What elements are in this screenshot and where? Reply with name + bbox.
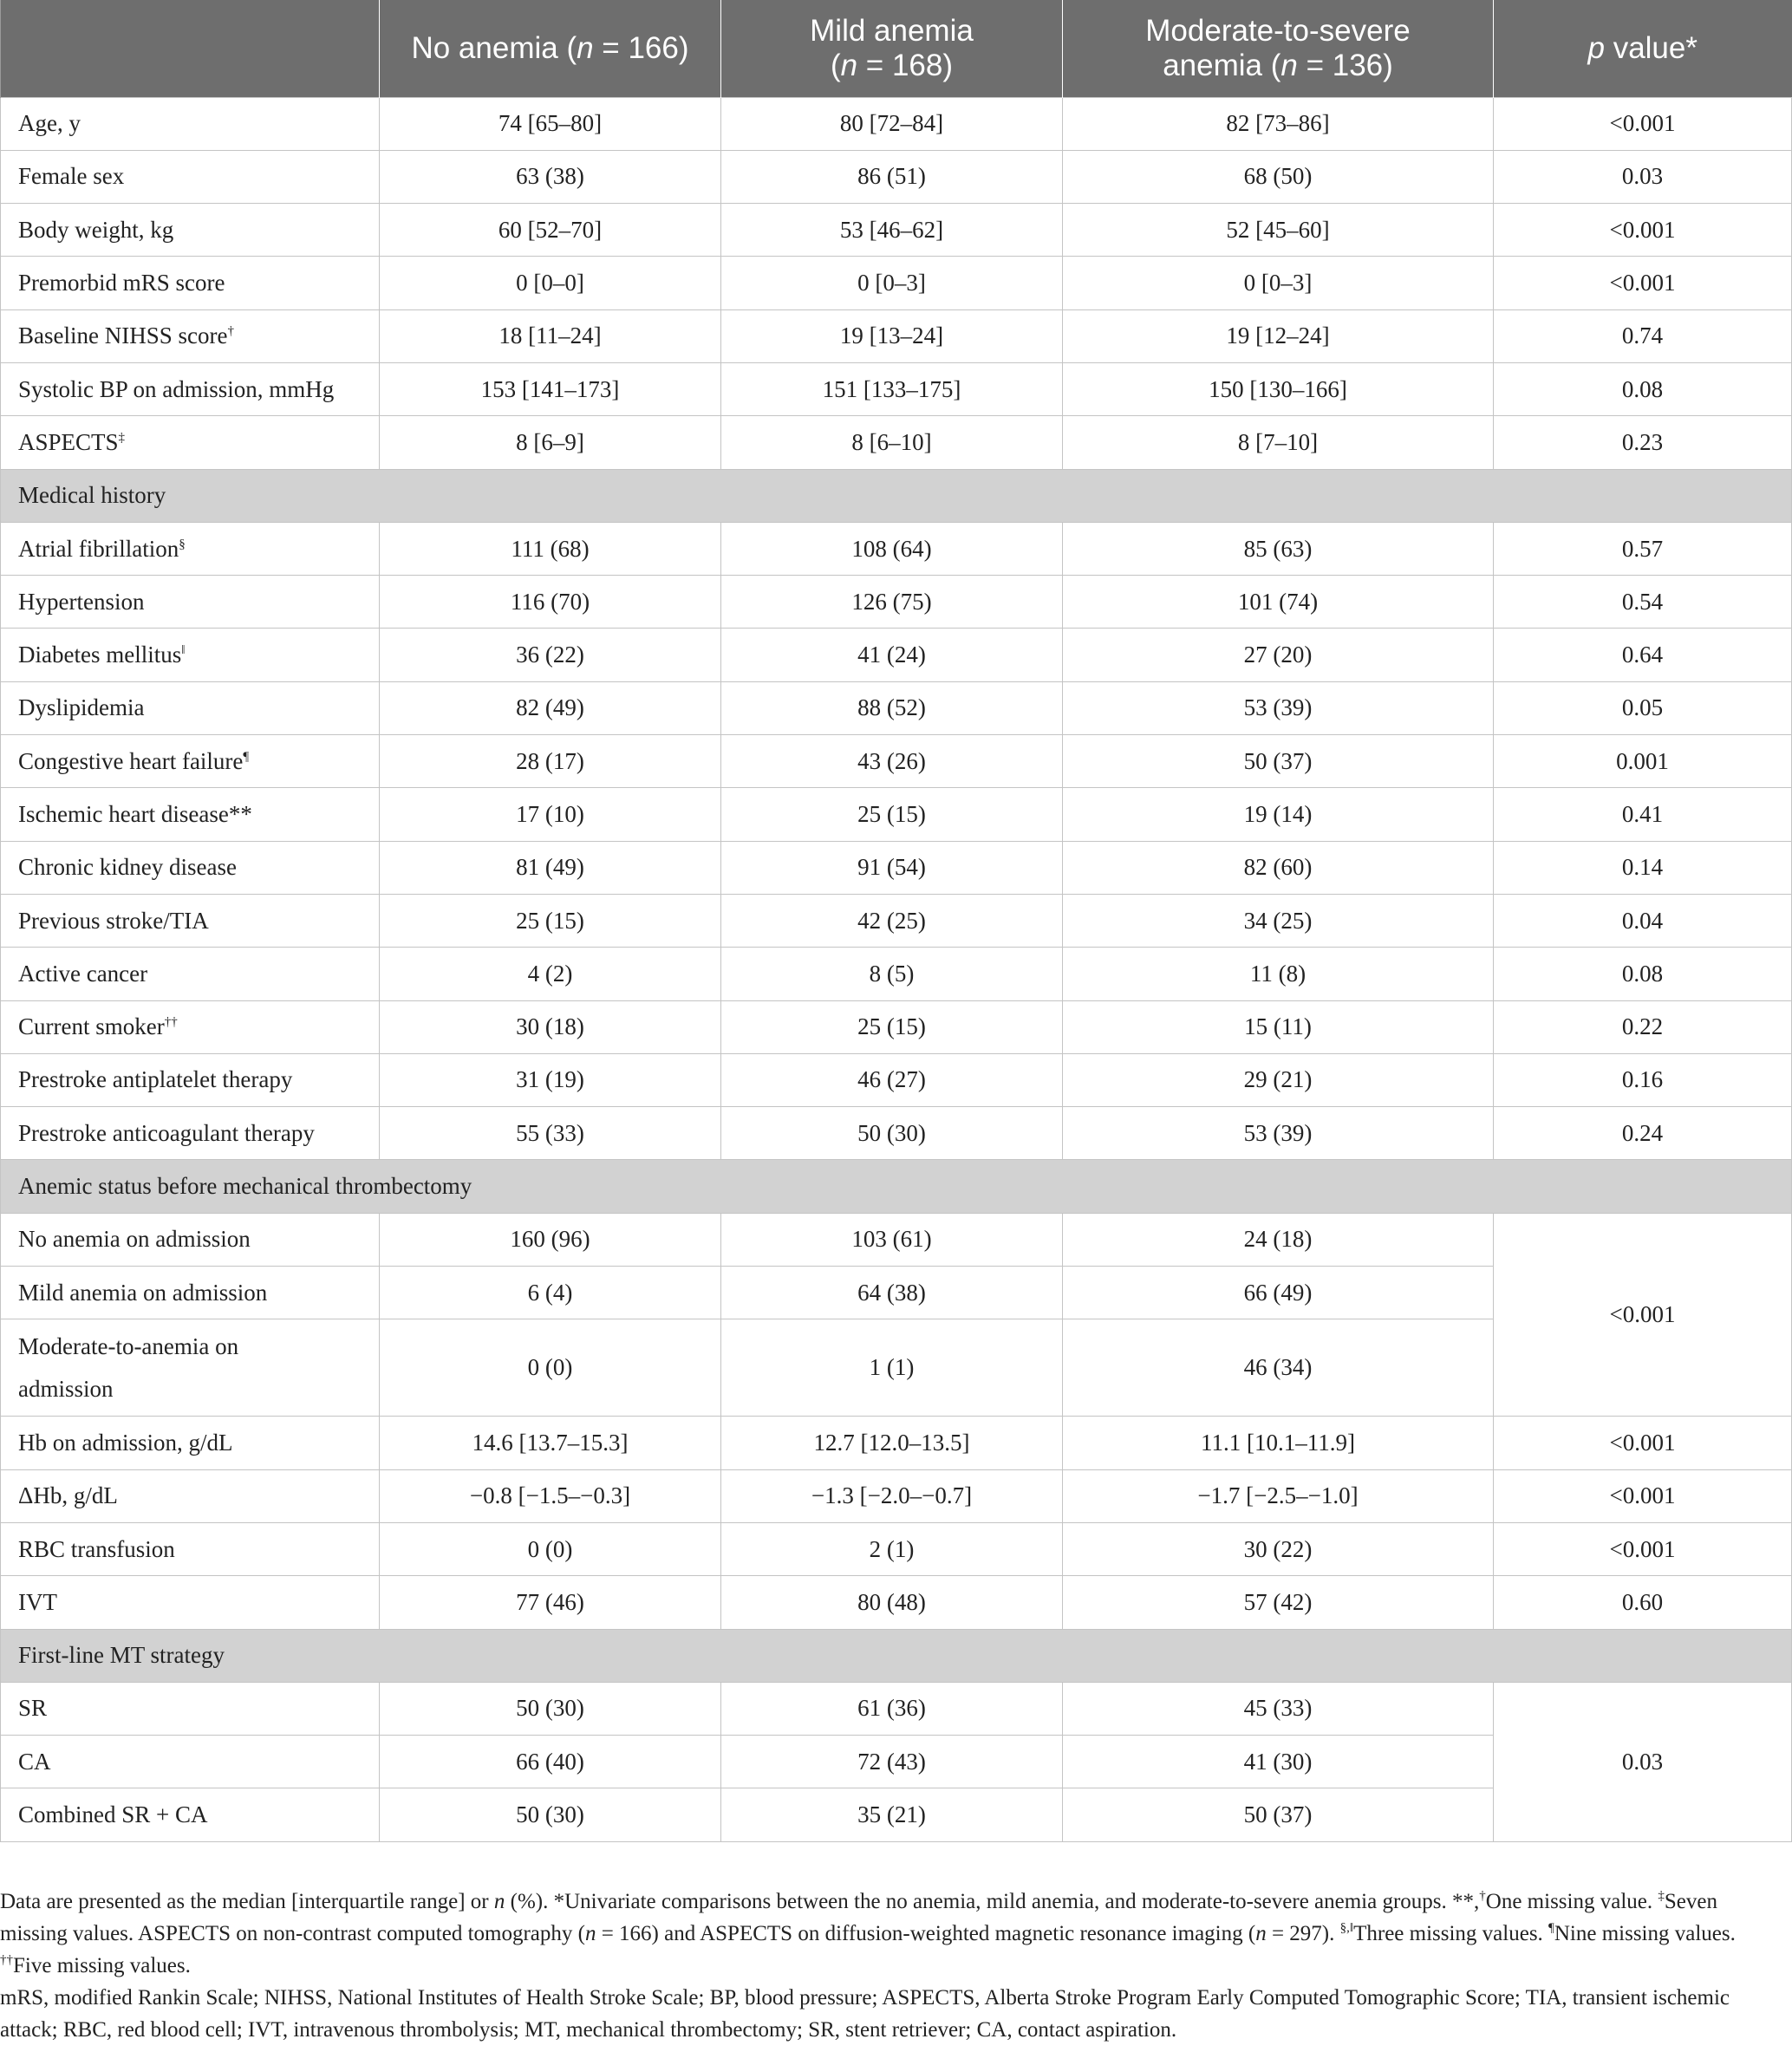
- cell-mod-severe-anemia: 82 (60): [1063, 841, 1494, 894]
- cell-no-anemia: 8 [6–9]: [380, 416, 721, 469]
- cell-mod-severe-anemia: −1.7 [−2.5–−1.0]: [1063, 1469, 1494, 1522]
- table-row: [1, 97, 1792, 150]
- cell-mild-anemia: 43 (26): [721, 735, 1063, 788]
- cell-p-value: 0.54: [1494, 576, 1792, 629]
- row-label: Mild anemia on admission: [1, 1267, 380, 1319]
- row-label: IVT: [1, 1576, 380, 1629]
- cell-no-anemia: 6 (4): [380, 1267, 721, 1319]
- cell-no-anemia: 77 (46): [380, 1576, 721, 1629]
- cell-mild-anemia: 108 (64): [721, 522, 1063, 575]
- row-label: Hypertension: [1, 576, 380, 629]
- cell-mild-anemia: 35 (21): [721, 1788, 1063, 1841]
- cell-p-value: 0.08: [1494, 948, 1792, 1000]
- row-label: No anemia on admission: [1, 1213, 380, 1266]
- cell-no-anemia: 82 (49): [380, 681, 721, 734]
- cell-p-value: 0.05: [1494, 681, 1792, 734]
- section-header-medical-history: [1, 469, 1792, 522]
- header-mild-anemia: Mild anemia (n = 168): [721, 0, 1063, 97]
- table-row: [1, 1053, 1792, 1106]
- cell-no-anemia: 50 (30): [380, 1788, 721, 1841]
- cell-p-value: 0.60: [1494, 1576, 1792, 1629]
- table-row: [1, 1213, 1792, 1266]
- row-label: CA: [1, 1736, 380, 1788]
- cell-no-anemia: 63 (38): [380, 150, 721, 203]
- row-label: Dyslipidemia: [1, 681, 380, 734]
- row-label: ΔHb, g/dL: [1, 1469, 380, 1522]
- section-title: First-line MT strategy: [1, 1629, 1792, 1682]
- row-label: Premorbid mRS score: [1, 257, 380, 309]
- header-row: [1, 0, 1792, 97]
- table-row: [1, 1000, 1792, 1053]
- cell-mod-severe-anemia: 8 [7–10]: [1063, 416, 1494, 469]
- abbreviations-paragraph: mRS, modified Rankin Scale; NIHSS, National Institutes of Health Stroke Scale; BP, blood pressure; ASPECTS, Alberta Stroke Program Early Computed Tomographic Score; TIA, transient ischemic attack; RBC, red blood cell; IVT, intravenous thrombolysis; MT, mechanical thrombectomy; SR, stent retriever; CA, contact aspiration.: [0, 1986, 1730, 2042]
- cell-mild-anemia: 2 (1): [721, 1522, 1063, 1575]
- cell-p-value: 0.64: [1494, 629, 1792, 681]
- table-row: [1, 362, 1792, 415]
- cell-mild-anemia: 72 (43): [721, 1736, 1063, 1788]
- row-label: ASPECTS‡: [1, 416, 380, 469]
- table-row: [1, 788, 1792, 841]
- cell-mild-anemia: 88 (52): [721, 681, 1063, 734]
- cell-no-anemia: 74 [65–80]: [380, 97, 721, 150]
- header-no-anemia: No anemia (n = 166): [380, 0, 721, 97]
- row-label: Ischemic heart disease**: [1, 788, 380, 841]
- cell-mod-severe-anemia: 41 (30): [1063, 1736, 1494, 1788]
- cell-mod-severe-anemia: 29 (21): [1063, 1053, 1494, 1106]
- cell-mild-anemia: 80 (48): [721, 1576, 1063, 1629]
- table-row: [1, 894, 1792, 947]
- cell-mod-severe-anemia: 57 (42): [1063, 1576, 1494, 1629]
- cell-mild-anemia: 19 [13–24]: [721, 309, 1063, 362]
- cell-no-anemia: 116 (70): [380, 576, 721, 629]
- cell-mod-severe-anemia: 53 (39): [1063, 681, 1494, 734]
- cell-no-anemia: 111 (68): [380, 522, 721, 575]
- table-row: [1, 1417, 1792, 1469]
- cell-mild-anemia: 86 (51): [721, 150, 1063, 203]
- row-label: Diabetes mellitus‖: [1, 629, 380, 681]
- table-row: [1, 1682, 1792, 1735]
- cell-p-value: 0.08: [1494, 362, 1792, 415]
- cell-mild-anemia: 8 (5): [721, 948, 1063, 1000]
- cell-no-anemia: 36 (22): [380, 629, 721, 681]
- cell-no-anemia: 25 (15): [380, 894, 721, 947]
- row-label: Prestroke anticoagulant therapy: [1, 1107, 380, 1160]
- cell-no-anemia: 0 (0): [380, 1522, 721, 1575]
- table-row: [1, 204, 1792, 257]
- cell-no-anemia: 50 (30): [380, 1682, 721, 1735]
- cell-mod-severe-anemia: 34 (25): [1063, 894, 1494, 947]
- cell-no-anemia: 14.6 [13.7–15.3]: [380, 1417, 721, 1469]
- cell-p-value: 0.14: [1494, 841, 1792, 894]
- cell-mild-anemia: 91 (54): [721, 841, 1063, 894]
- cell-mild-anemia: 25 (15): [721, 1000, 1063, 1053]
- header-moderate-severe-anemia: Moderate-to-severe anemia (n = 136): [1063, 0, 1494, 97]
- cell-p-value: <0.001: [1494, 97, 1792, 150]
- cell-mild-anemia: 0 [0–3]: [721, 257, 1063, 309]
- cell-mild-anemia: 126 (75): [721, 576, 1063, 629]
- cell-mod-severe-anemia: 85 (63): [1063, 522, 1494, 575]
- cell-no-anemia: 0 [0–0]: [380, 257, 721, 309]
- cell-mod-severe-anemia: 66 (49): [1063, 1267, 1494, 1319]
- cell-no-anemia: −0.8 [−1.5–−0.3]: [380, 1469, 721, 1522]
- table-row: [1, 309, 1792, 362]
- cell-mod-severe-anemia: 30 (22): [1063, 1522, 1494, 1575]
- row-label: Combined SR + CA: [1, 1788, 380, 1841]
- cell-mod-severe-anemia: 0 [0–3]: [1063, 257, 1494, 309]
- row-label: Baseline NIHSS score†: [1, 309, 380, 362]
- table-row: [1, 522, 1792, 575]
- row-label: Hb on admission, g/dL: [1, 1417, 380, 1469]
- cell-no-anemia: 30 (18): [380, 1000, 721, 1053]
- row-label: RBC transfusion: [1, 1522, 380, 1575]
- cell-p-value: 0.16: [1494, 1053, 1792, 1106]
- row-label: Current smoker††: [1, 1000, 380, 1053]
- cell-no-anemia: 55 (33): [380, 1107, 721, 1160]
- cell-mod-severe-anemia: 82 [73–86]: [1063, 97, 1494, 150]
- cell-no-anemia: 18 [11–24]: [380, 309, 721, 362]
- cell-mild-anemia: 80 [72–84]: [721, 97, 1063, 150]
- row-label: Congestive heart failure¶: [1, 735, 380, 788]
- cell-mod-severe-anemia: 11 (8): [1063, 948, 1494, 1000]
- row-label: Active cancer: [1, 948, 380, 1000]
- table-row: [1, 841, 1792, 894]
- table-row: [1, 681, 1792, 734]
- cell-no-anemia: 17 (10): [380, 788, 721, 841]
- table-row: [1, 257, 1792, 309]
- cell-mild-anemia: 64 (38): [721, 1267, 1063, 1319]
- section-header-anemic-status: [1, 1160, 1792, 1213]
- cell-mild-anemia: 103 (61): [721, 1213, 1063, 1266]
- section-header-mt-strategy: [1, 1629, 1792, 1682]
- table-row: [1, 1469, 1792, 1522]
- cell-p-value: 0.41: [1494, 788, 1792, 841]
- row-label: Chronic kidney disease: [1, 841, 380, 894]
- row-label: Atrial fibrillation§: [1, 522, 380, 575]
- cell-mod-severe-anemia: 53 (39): [1063, 1107, 1494, 1160]
- cell-p-value: <0.001: [1494, 1417, 1792, 1469]
- row-label: Age, y: [1, 97, 380, 150]
- cell-p-value-merged: 0.03: [1494, 1682, 1792, 1841]
- cell-mod-severe-anemia: 52 [45–60]: [1063, 204, 1494, 257]
- cell-mild-anemia: 1 (1): [721, 1319, 1063, 1417]
- cell-no-anemia: 153 [141–173]: [380, 362, 721, 415]
- table-row: [1, 416, 1792, 469]
- cell-p-value: <0.001: [1494, 1522, 1792, 1575]
- cell-mild-anemia: 46 (27): [721, 1053, 1063, 1106]
- cell-mod-severe-anemia: 15 (11): [1063, 1000, 1494, 1053]
- table-row: [1, 735, 1792, 788]
- cell-no-anemia: 4 (2): [380, 948, 721, 1000]
- table-row: [1, 948, 1792, 1000]
- cell-mod-severe-anemia: 19 (14): [1063, 788, 1494, 841]
- cell-p-value: 0.03: [1494, 150, 1792, 203]
- cell-mod-severe-anemia: 150 [130–166]: [1063, 362, 1494, 415]
- cell-no-anemia: 66 (40): [380, 1736, 721, 1788]
- cell-p-value-merged: <0.001: [1494, 1213, 1792, 1417]
- cell-mod-severe-anemia: 24 (18): [1063, 1213, 1494, 1266]
- table-row: [1, 1107, 1792, 1160]
- cell-mod-severe-anemia: 50 (37): [1063, 735, 1494, 788]
- cell-mod-severe-anemia: 11.1 [10.1–11.9]: [1063, 1417, 1494, 1469]
- cell-p-value: 0.22: [1494, 1000, 1792, 1053]
- cell-no-anemia: 60 [52–70]: [380, 204, 721, 257]
- row-label: Moderate-to-anemia on admission: [1, 1319, 380, 1417]
- cell-mild-anemia: 42 (25): [721, 894, 1063, 947]
- section-title: Medical history: [1, 469, 1792, 522]
- row-label: SR: [1, 1682, 380, 1735]
- table-row: [1, 576, 1792, 629]
- cell-p-value: <0.001: [1494, 1469, 1792, 1522]
- cell-no-anemia: 31 (19): [380, 1053, 721, 1106]
- cell-mild-anemia: 12.7 [12.0–13.5]: [721, 1417, 1063, 1469]
- cell-no-anemia: 28 (17): [380, 735, 721, 788]
- cell-no-anemia: 160 (96): [380, 1213, 721, 1266]
- cell-mod-severe-anemia: 68 (50): [1063, 150, 1494, 203]
- cell-p-value: 0.57: [1494, 522, 1792, 575]
- header-variable: [1, 0, 380, 97]
- table-row: [1, 1522, 1792, 1575]
- cell-mod-severe-anemia: 50 (37): [1063, 1788, 1494, 1841]
- row-label: Systolic BP on admission, mmHg: [1, 362, 380, 415]
- row-label: Previous stroke/TIA: [1, 894, 380, 947]
- cell-mild-anemia: 25 (15): [721, 788, 1063, 841]
- cell-mod-severe-anemia: 27 (20): [1063, 629, 1494, 681]
- cell-mild-anemia: 8 [6–10]: [721, 416, 1063, 469]
- row-label: Prestroke antiplatelet therapy: [1, 1053, 380, 1106]
- header-p-value: p value*: [1494, 0, 1792, 97]
- cell-mod-severe-anemia: 45 (33): [1063, 1682, 1494, 1735]
- row-label: Body weight, kg: [1, 204, 380, 257]
- cell-mild-anemia: 53 [46–62]: [721, 204, 1063, 257]
- row-label: Female sex: [1, 150, 380, 203]
- cell-mild-anemia: 50 (30): [721, 1107, 1063, 1160]
- cell-p-value: <0.001: [1494, 204, 1792, 257]
- cell-mild-anemia: 41 (24): [721, 629, 1063, 681]
- cell-p-value: 0.23: [1494, 416, 1792, 469]
- cell-mild-anemia: 151 [133–175]: [721, 362, 1063, 415]
- table-row: [1, 629, 1792, 681]
- cell-p-value: 0.001: [1494, 735, 1792, 788]
- cell-p-value: 0.74: [1494, 309, 1792, 362]
- table-row: [1, 1576, 1792, 1629]
- cell-no-anemia: 0 (0): [380, 1319, 721, 1417]
- cell-no-anemia: 81 (49): [380, 841, 721, 894]
- cell-mod-severe-anemia: 46 (34): [1063, 1319, 1494, 1417]
- cell-mod-severe-anemia: 101 (74): [1063, 576, 1494, 629]
- table-row: [1, 150, 1792, 203]
- cell-p-value: 0.04: [1494, 894, 1792, 947]
- footnote-paragraph: Data are presented as the median [interquartile range] or n (%). *Univariate comparisons between the no anemia, mild anemia, and moderate-to-severe anemia groups. **,†One missing value. ‡Seven missing values. ASPECTS on non-contrast computed tomography (n = 166) and ASPECTS on diffusion-weighted magnetic resonance imaging (n = 297). §,‖Three missing values. ¶Nine missing values. ††Five missing values.: [0, 1889, 1736, 1977]
- section-title: Anemic status before mechanical thrombectomy: [1, 1160, 1792, 1213]
- cell-mild-anemia: 61 (36): [721, 1682, 1063, 1735]
- cell-mod-severe-anemia: 19 [12–24]: [1063, 309, 1494, 362]
- table-footnotes: [0, 1886, 1788, 2046]
- cell-p-value: 0.24: [1494, 1107, 1792, 1160]
- cell-mild-anemia: −1.3 [−2.0–−0.7]: [721, 1469, 1063, 1522]
- cell-p-value: <0.001: [1494, 257, 1792, 309]
